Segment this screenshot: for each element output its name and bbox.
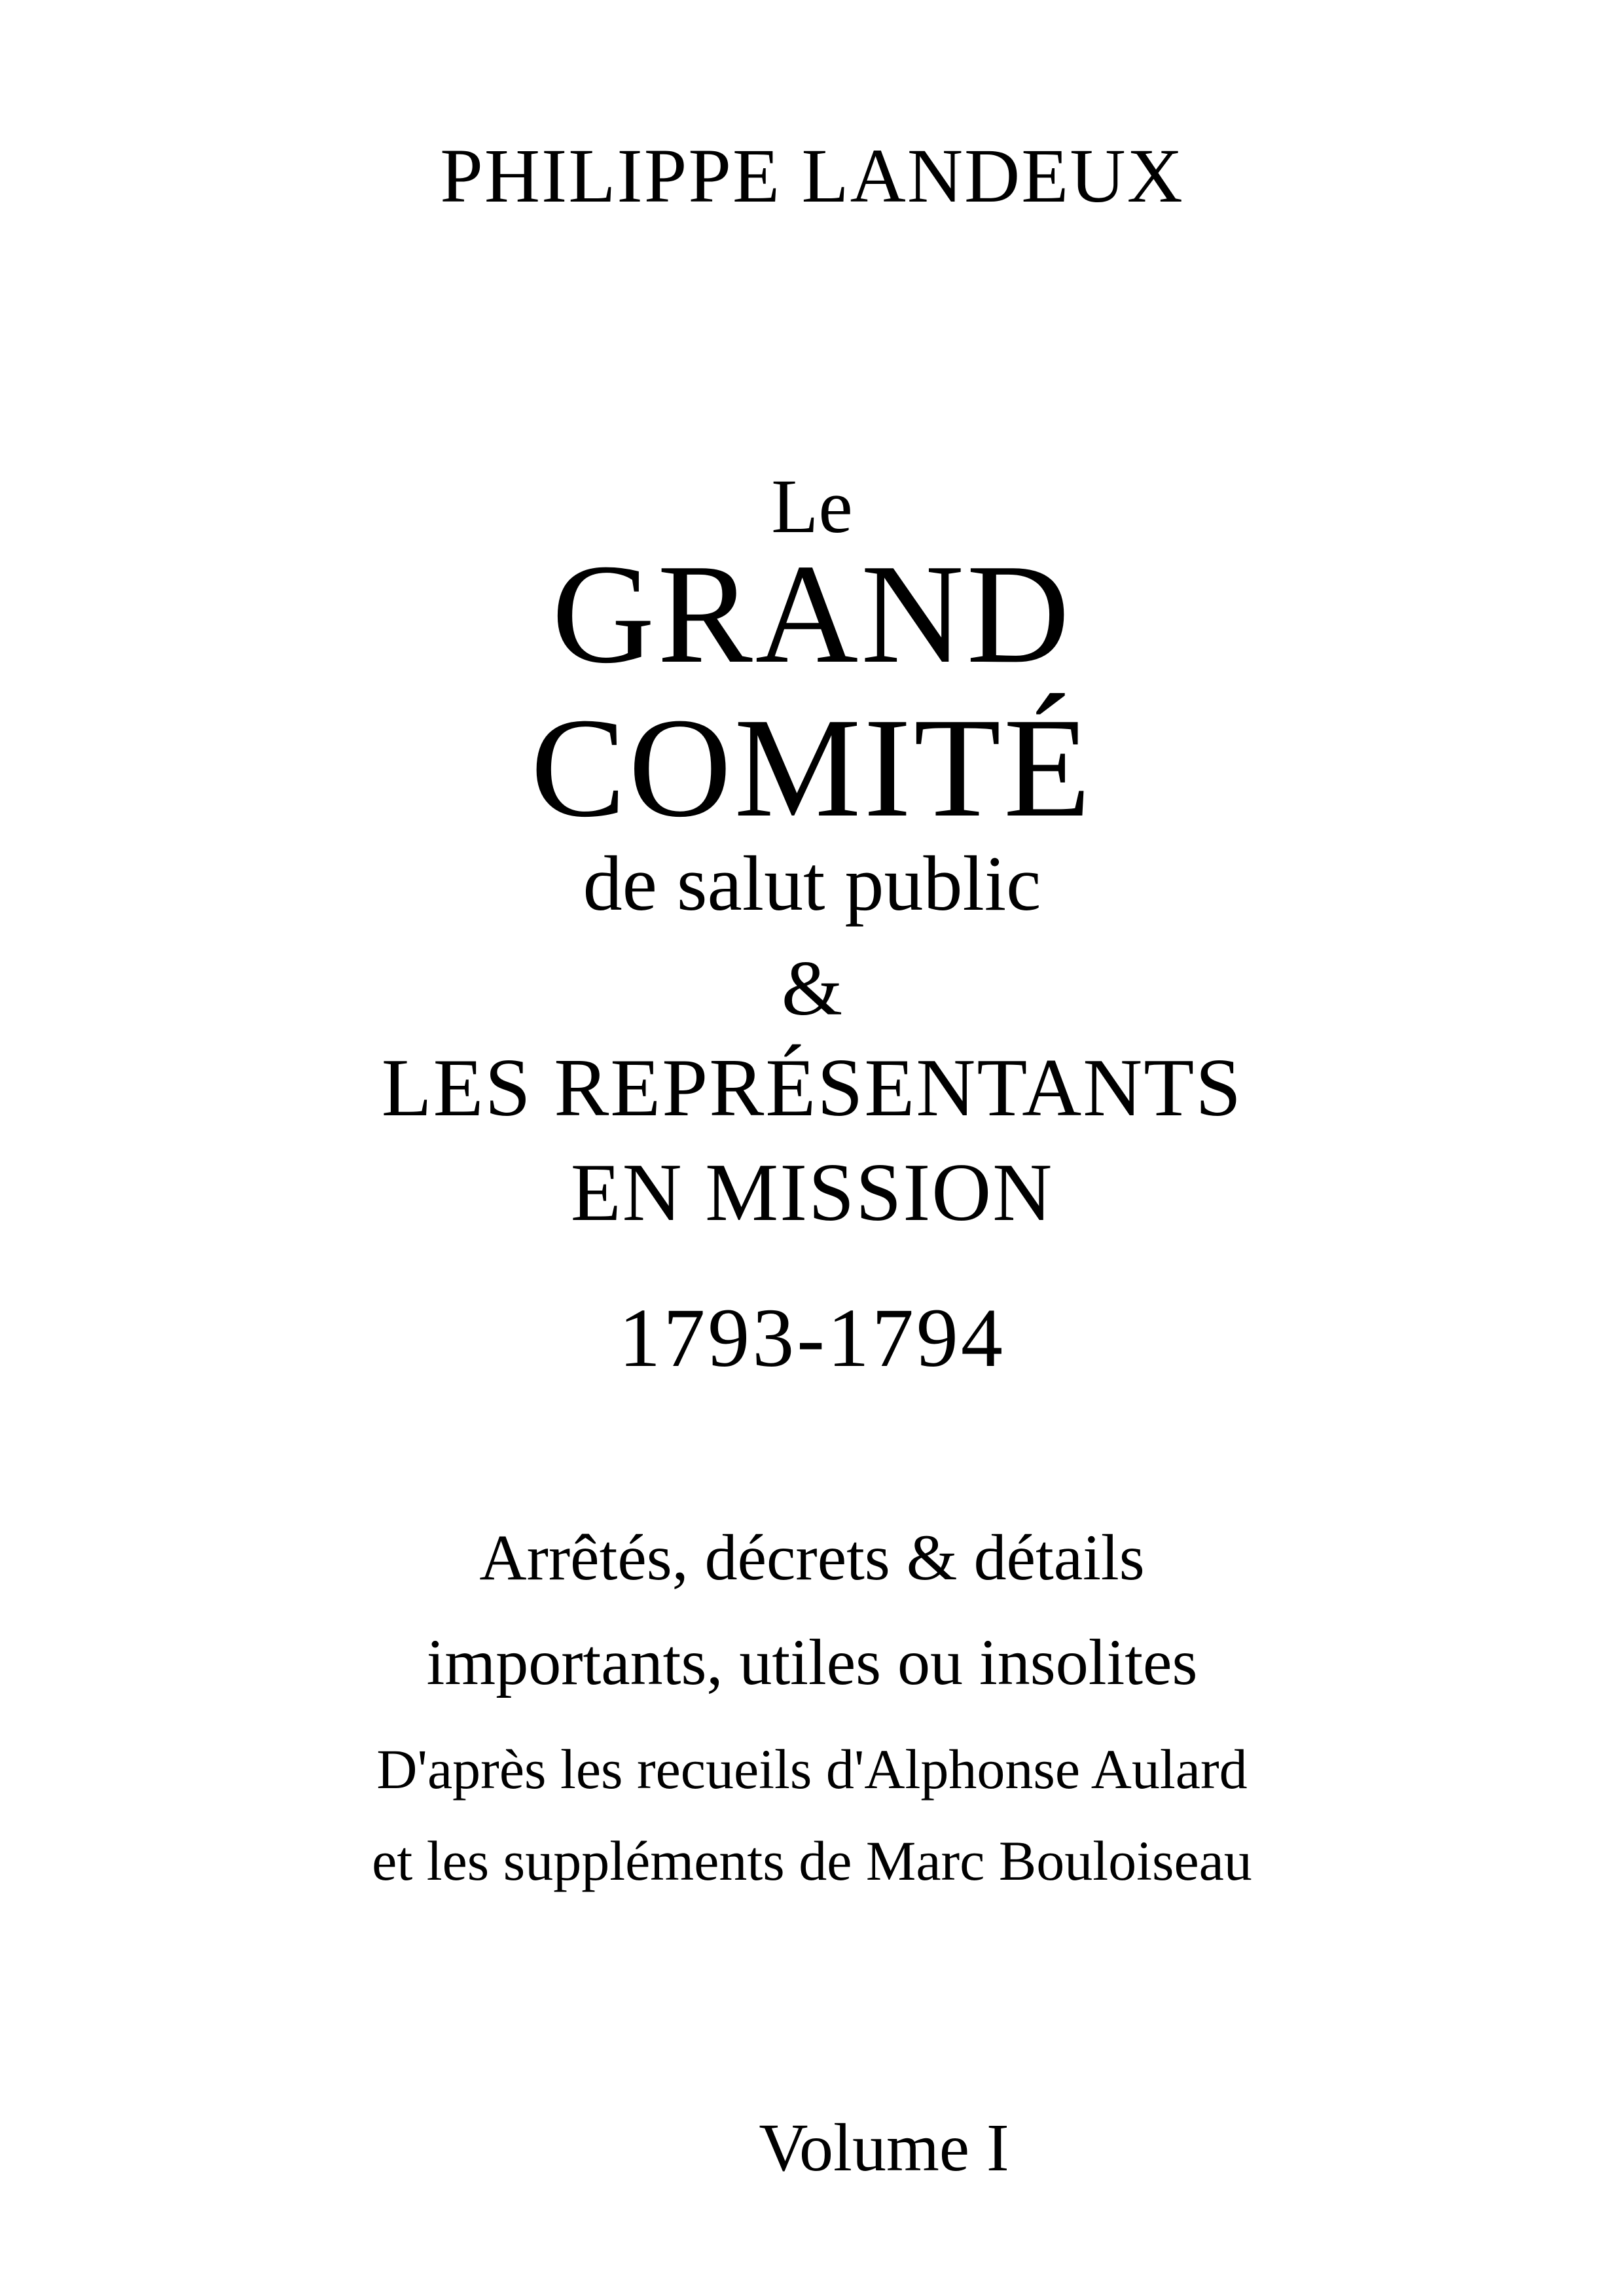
- title-ampersand: &: [781, 944, 843, 1031]
- volume-label: Volume I: [759, 2110, 1009, 2185]
- source-line-1: D'après les recueils d'Alphonse Aulard: [376, 1738, 1248, 1801]
- title-word-comite: COMITÉ: [530, 689, 1094, 847]
- source-line-2: et les suppléments de Marc Bouloiseau: [372, 1829, 1252, 1892]
- title-part2-line1: LES REPRÉSENTANTS: [381, 1043, 1243, 1134]
- title-part2-line2: EN MISSION: [570, 1147, 1054, 1238]
- title-word-grand: GRAND: [551, 535, 1073, 693]
- author-name: PHILIPPE LANDEUX: [440, 133, 1184, 219]
- title-subtitle: de salut public: [583, 840, 1041, 927]
- description-line-2: importants, utiles ou insolites: [426, 1626, 1198, 1698]
- description-line-1: Arrêtés, décrets & détails: [479, 1521, 1145, 1594]
- title-article: Le: [771, 463, 853, 549]
- title-years: 1793-1794: [619, 1291, 1005, 1384]
